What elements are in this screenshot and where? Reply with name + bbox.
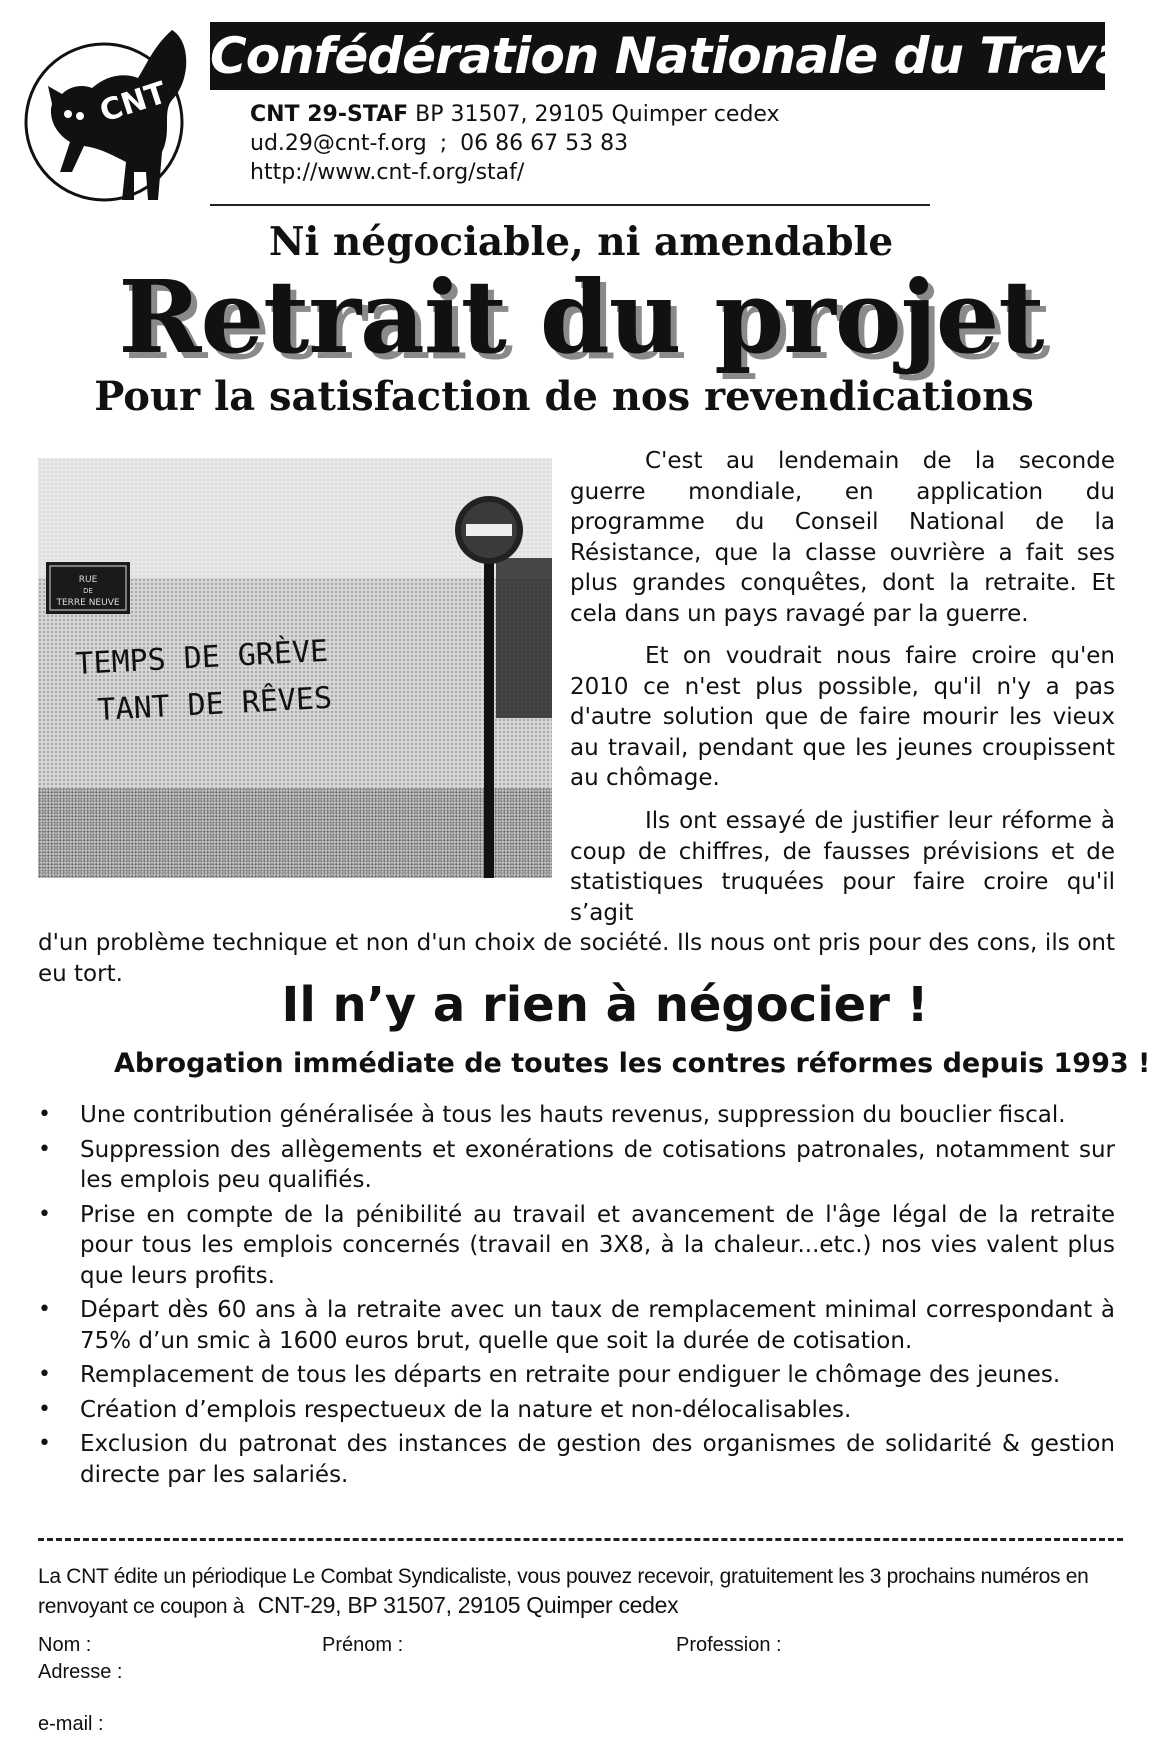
street-sign-de: DE [83, 587, 93, 595]
postal-address: BP 31507, 29105 Quimper cedex [415, 102, 780, 127]
demand-text: Suppression des allègements et exonérations de cotisations patronales, notamment sur les emplois peu qualifiés. [80, 1136, 1115, 1193]
intro-paragraph-3 [38, 806, 1115, 989]
intro-paragraph-3-end: d'un problème technique et non d'un choix de société. Ils nous ont pris pour des cons, ils ont eu tort. [38, 930, 1115, 987]
list-item [38, 1135, 1115, 1196]
contact-separator: ; [439, 131, 448, 156]
contact-address-line [250, 100, 780, 129]
nom-field-label[interactable]: Nom : [38, 1634, 92, 1656]
subtitle-heading: Ni négociable, ni amendable [268, 219, 894, 265]
adresse-field-label[interactable]: Adresse : [38, 1661, 123, 1683]
coupon-intro [38, 1562, 1128, 1621]
bullet-icon: • [38, 1102, 51, 1127]
demand-text: Départ dès 60 ans à la retraite avec un taux de remplacement minimal correspondant à 75% d’un smic à 1600 euros brut, quelle que soit la durée de cotisation. [80, 1297, 1115, 1354]
phone-number: 06 86 67 53 83 [460, 131, 629, 156]
street-sign-name: TERRE NEUVE [56, 598, 120, 608]
list-item [38, 1295, 1115, 1356]
demand-text: Exclusion du patronat des instances de gestion des organismes de solidarité & gestion directe par les salariés. [80, 1431, 1115, 1488]
demand-text: Prise en compte de la pénibilité au travail et avancement de l'âge légal de la retraite pour tous les emplois concernés (travail en 3X8, à la chaleur...etc.) nos vies valent plus que leurs profits. [80, 1201, 1115, 1289]
graffiti-line-1: TEMPS DE GRÈVE [74, 633, 329, 682]
coupon-text: La CNT édite un périodique Le Combat Syndicaliste, vous pouvez recevoir, gratuitement les 3 prochains numéros en renvoyant ce coupon à [38, 1565, 1089, 1618]
graffiti-line-2: TANT DE RÊVES [96, 680, 333, 728]
demand-text: Remplacement de tous les départs en retraite pour endiguer le chômage des jeunes. [80, 1362, 1061, 1388]
header-divider [210, 204, 930, 206]
cnt-cat-logo [22, 22, 194, 212]
demand-text: Une contribution généralisée à tous les hauts revenus, suppression du bouclier fiscal. [80, 1102, 1066, 1128]
list-item [38, 1200, 1115, 1292]
bullet-icon: • [38, 1297, 51, 1322]
list-item [38, 1360, 1115, 1391]
bullet-icon: • [38, 1136, 51, 1162]
bullet-icon: • [38, 1362, 51, 1387]
street-sign-rue: RUE [78, 575, 98, 585]
logo-text: CNT [95, 75, 171, 130]
prenom-field-label[interactable]: Prénom : [322, 1634, 404, 1656]
org-name: CNT 29-STAF [250, 102, 409, 127]
bullet-icon: • [38, 1396, 51, 1422]
list-item [38, 1395, 1115, 1426]
intro-paragraph-2: Et on voudrait nous faire croire qu'en 2010 ce n'est plus possible, qu'il n'y a pas d'autre solution que de faire mourir les vieux au travail, pendant que les jeunes croupissent au chômage. [570, 643, 1115, 791]
list-item [38, 1429, 1115, 1490]
coupon-address: CNT-29, BP 31507, 29105 Quimper cedex [257, 1592, 679, 1618]
profession-field-label[interactable]: Profession : [676, 1634, 782, 1656]
bullet-icon: • [38, 1431, 51, 1456]
coupon-cut-line [38, 1538, 1123, 1541]
contact-email-phone-line [250, 129, 780, 158]
contact-block [250, 100, 780, 187]
main-title: Retrait du projet [118, 258, 1044, 376]
bullet-icon: • [38, 1201, 51, 1227]
demands-list [38, 1100, 1115, 1494]
demands-heading: Pour la satisfaction de nos revendications [94, 373, 1034, 420]
list-item [38, 1100, 1115, 1131]
website-link[interactable]: http://www.cnt-f.org/staf/ [250, 160, 525, 185]
slogan-heading: Il n’y a rien à négocier ! [281, 977, 929, 1033]
confederation-banner: Confédération Nationale du Travail [210, 22, 1105, 90]
intro-text [570, 446, 1115, 806]
abrogation-heading: Abrogation immédiate de toutes les contres réformes depuis 1993 ! [114, 1048, 1151, 1079]
email-field-label[interactable]: e-mail : [38, 1713, 104, 1735]
intro-paragraph-1: C'est au lendemain de la seconde guerre mondiale, en application du programme du Conseil National de la Résistance, que la classe ouvrière a fait ses plus grandes conquêtes, dont la retraite. Et cela dans un pays ravagé par la guerre. [570, 448, 1115, 627]
intro-paragraph-3-start: Ils ont essayé de justifier leur réforme à coup de chiffres, de fausses prévisions et de statistiques truquées pour faire croire qu'il s’agit [570, 808, 1115, 926]
demand-text: Création d’emplois respectueux de la nature et non-délocalisables. [80, 1396, 852, 1423]
email-address[interactable]: ud.29@cnt-f.org [250, 131, 427, 156]
